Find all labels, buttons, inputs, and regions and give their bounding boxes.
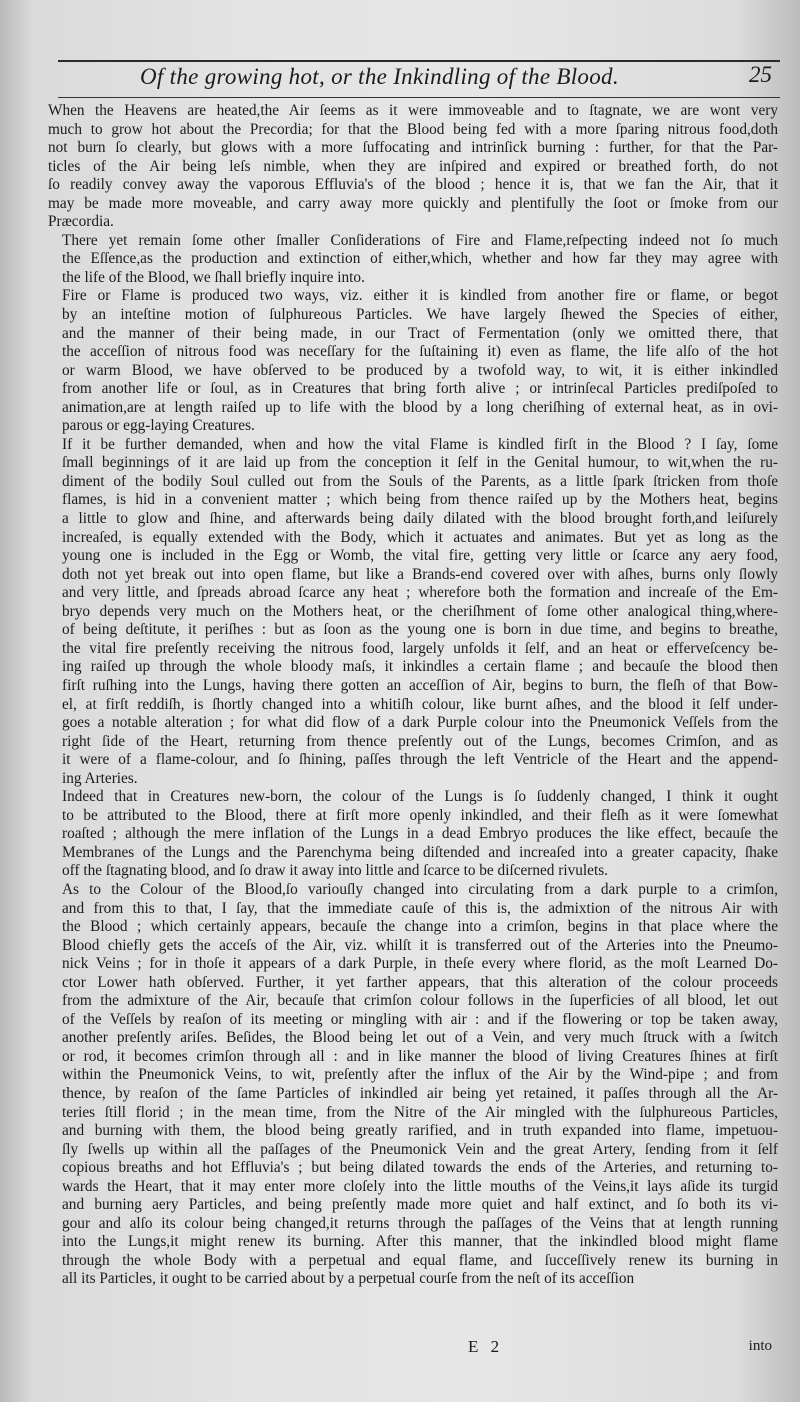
text-line: and very little, and ſpreads abroad ſcarce any heat ; wherefore both the formation and increaſe of the Em- bbox=[62, 584, 778, 602]
text-line: the life of the Blood, we ſhall briefly inquire into. bbox=[62, 268, 365, 286]
text-line: flames, is hid in a convenient matter ; which being from thence raiſed up by the Mothers heat, begins bbox=[62, 491, 778, 509]
text-line: and the manner of their being made, in our Tract of Fermentation (only we omitted there, that bbox=[62, 324, 778, 342]
text-line: ſly ſwells up within all the paſſages of the Pneumonick Vein and the great Artery, ſending from it ſelf bbox=[62, 1140, 778, 1158]
text-line: If it be further demanded, when and how the vital Flame is kindled firſt in the Blood ? I ſay, ſome bbox=[62, 435, 778, 453]
text-line: el, at firſt reddiſh, is ſhortly changed into a whitiſh colour, like burnt aſhes, and the blood it ſelf under- bbox=[62, 695, 778, 713]
text-line: thence, by reaſon of the ſame Particles of inkindled air being yet retained, it paſſes through all the Ar- bbox=[62, 1084, 778, 1102]
paragraph bbox=[48, 881, 778, 1289]
text-line: gour and alſo its colour being changed,it returns through the paſſages of the Veins that at length running bbox=[62, 1214, 778, 1232]
text-line: ing raiſed up through the whole bloody maſs, it inkindles a certain flame ; and becauſe the blood then bbox=[62, 658, 778, 676]
text-line: ing Arteries. bbox=[62, 769, 138, 787]
page-number: 25 bbox=[749, 62, 772, 87]
text-line: the Blood ; which certainly appears, becauſe the change into a crimſon, begins in that place where the bbox=[62, 918, 778, 936]
text-line: through the whole Body with a perpetual and equal flame, and ſucceſſively renew its burning in bbox=[62, 1251, 778, 1269]
text-line: the acceſſion of nitrous food was neceſſary for the ſuſtaining it) even as flame, the life alſo of the hot bbox=[62, 343, 778, 361]
text-line: copious breaths and hot Effluvia's ; but being dilated towards the ends of the Arteries, and returning to- bbox=[62, 1159, 778, 1177]
text-line: the vital fire preſently receiving the nitrous food, largely unfolds it ſelf, and an heat or effervеſcency be- bbox=[62, 639, 778, 657]
text-line: firſt ruſhing into the Lungs, having there gotten an acceſſion of Air, begins to burn, the fleſh of that Bow- bbox=[62, 676, 778, 694]
text-line: or rod, it becomes crimſon through all : and in like manner the blood of living Creatures ſhines at firſt bbox=[62, 1047, 778, 1065]
paragraph bbox=[48, 436, 778, 788]
text-line: from the admixture of the Air, becauſe that crimſon colour follows in the ſuperficies of all blood, let out bbox=[62, 992, 778, 1010]
text-line: ticles of the Air being leſs nimble, when they are inſpired and expired or breathed forth, do not bbox=[48, 157, 778, 175]
text-line: and burning aery Particles, and being preſently made more quiet and half extinct, and ſo both its vi- bbox=[62, 1196, 778, 1214]
text-line: wards the Heart, that it may enter more cloſely into the little mouths of the Veins,it lays aſide its turgid bbox=[62, 1177, 778, 1195]
text-line: the Eſſence,as the production and extinction of either,which, whether and how far they may agree with bbox=[62, 250, 778, 268]
text-line: nick Veins ; for in thoſe it appears of a dark Purple, in theſe every where florid, as the moſt Learned Do- bbox=[62, 955, 778, 973]
text-line: another preſently ariſes. Beſides, the Blood being let out of a Vein, and very much ſtruck with a ſwitch bbox=[62, 1029, 778, 1047]
paragraph bbox=[48, 788, 778, 881]
body-text bbox=[48, 102, 778, 1289]
header-rule bbox=[58, 97, 780, 98]
text-line: goes a notable alteration ; for what did flow of a dark Purple colour into the Pneumonick Veſſels from the bbox=[62, 714, 778, 732]
text-line: off the ſtagnating blood, and ſo draw it away into little and ſcarce to be diſcerned rivulets. bbox=[62, 862, 608, 880]
text-line: Blood chiefly gets the acceſs of the Air, viz. whilſt it is transferred out of the Arteries into the Pneumo- bbox=[62, 936, 778, 954]
text-line: much to grow hot about the Precordia; for that the Blood being fed with a more ſparing nitrous food,doth bbox=[48, 120, 778, 138]
footer-row bbox=[48, 1337, 778, 1359]
paragraph bbox=[48, 232, 778, 288]
text-line: of being deſtitute, it periſhes : but as ſoon as the young one is born in due time, and begins to breathe, bbox=[62, 621, 778, 639]
text-line: it were of a flame-colour, and ſo ſhining, paſſes through the left Ventricle of the Heart and the append- bbox=[62, 751, 778, 769]
text-line: Præcordia. bbox=[48, 213, 114, 231]
text-line: all its Particles, it ought to be carried about by a perpetual courſe from the neſt of its acceſſion bbox=[62, 1270, 635, 1288]
text-line: bryo depends very much on the Mothers heat, or the cheriſhment of ſome other analogical thing,where- bbox=[62, 602, 778, 620]
text-line: increaſed, is equally extended with the Body, which it actuates and animates. But yet as long as the bbox=[62, 528, 778, 546]
text-line: There yet remain ſome other ſmaller Conſiderations of Fire and Flame,reſpecting indeed not ſo much bbox=[62, 231, 778, 249]
text-line: young one is included in the Egg or Womb, the vital fire, getting very little or ſcarce any aery food, bbox=[62, 547, 778, 565]
text-line: from another life or ſoul, as in Creatures that bring forth alive ; or intrinſecal Particles prediſpoſed to bbox=[62, 380, 778, 398]
text-line: ſmall beginnings of it are laid up from the conception it ſelf in the Genital humour, to wit,when the ru- bbox=[62, 454, 778, 472]
text-line: and from this to that, I ſay, that the immediate cauſe of this is, the admixtion of the nitrous Air with bbox=[62, 899, 778, 917]
paragraph bbox=[48, 102, 778, 232]
text-line: or warm Blood, we have obſerved to be produced by a twofold way, to wit, it is either inkindled bbox=[62, 361, 778, 379]
top-rule bbox=[58, 60, 780, 62]
text-line: When the Heavens are heated,the Air ſeems as it were immoveable and to ſtagnate, we are wont very bbox=[48, 102, 778, 119]
text-line: ctor Lower hath obſerved. Further, it yet farther appears, that this alteration of the colour proceeds bbox=[62, 973, 778, 991]
text-line: of the Veſſels by reaſon of its meeting or mingling with air : and if the flowering or top be taken away, bbox=[62, 1010, 778, 1028]
text-line: Fire or Flame is produced two ways, viz. either it is kindled from another fire or flame, or begot bbox=[62, 287, 778, 305]
text-line: roaſted ; although the mere inflation of the Lungs in a dead Embryo produces the like effect, becauſe the bbox=[62, 825, 778, 843]
text-line: parous or egg-laying Creatures. bbox=[62, 417, 255, 435]
signature-mark: E 2 bbox=[468, 1337, 504, 1356]
text-line: animation,are at length raiſed up to life with the blood by a long cheriſhing of external heat, as in ovi- bbox=[62, 398, 778, 416]
text-line: may be made more moveable, and carry away more quickly and plentifully the ſoot or ſmoke from our bbox=[48, 194, 778, 212]
text-line: Membranes of the Lungs and the Parenchyma being diſtended and increaſed into a greater capacity, ſhake bbox=[62, 843, 778, 861]
text-line: within the Pneumonick Veins, to wit, preſently after the influx of the Air by the Wind-pipe ; and from bbox=[62, 1066, 778, 1084]
text-line: ſo readily convey away the vaporous Effluvia's of the blood ; hence it is, that we fan the Air, that it bbox=[48, 176, 778, 194]
text-line: a little to glow and ſhine, and afterwards being daily dilated with the blood brought forth,and leiſurely bbox=[62, 510, 778, 528]
running-head: Of the growing hot, or the Inkindling of the Blood. bbox=[140, 64, 619, 89]
text-line: into the Lungs,it might renew its burning. After this manner, that the inkindled blood might flame bbox=[62, 1233, 778, 1251]
text-line: by an inteſtine motion of ſulphureous Particles. We have largely ſhewed the Species of either, bbox=[62, 306, 778, 324]
paragraph bbox=[48, 287, 778, 435]
text-line: right ſide of the Heart, returning from thence preſently out of the Lungs, becomes Crimſon, and as bbox=[62, 732, 778, 750]
text-line: Indeed that in Creatures new-born, the colour of the Lungs is ſo ſuddenly changed, I think it ought bbox=[62, 788, 778, 806]
text-line: to be attributed to the Blood, there at firſt more openly inkindled, and their fleſh as it were ſomewhat bbox=[62, 806, 778, 824]
text-line: not burn ſo clearly, but glows with a more ſuffocating and intrinſick burning : further, for that the Par- bbox=[48, 139, 778, 157]
text-line: doth not yet break out into open flame, but like a Brands-end covered over with aſhes, burns only ſlowly bbox=[62, 565, 778, 583]
catchword: into bbox=[748, 1338, 772, 1354]
text-line: diment of the bodily Soul culled out from the Souls of the Parents, as a little ſpark ſtricken from thoſe bbox=[62, 472, 778, 490]
text-line: As to the Colour of the Blood,ſo variouſly changed into circulating from a dark purple to a crimſon, bbox=[62, 880, 778, 898]
text-line: and burning with them, the blood being greatly rarified, and in truth expanded into flame, impetuou- bbox=[62, 1122, 778, 1140]
text-line: teries ſtill florid ; in the mean time, from the Nitre of the Air mingled with the ſulphureous Particles, bbox=[62, 1103, 778, 1121]
